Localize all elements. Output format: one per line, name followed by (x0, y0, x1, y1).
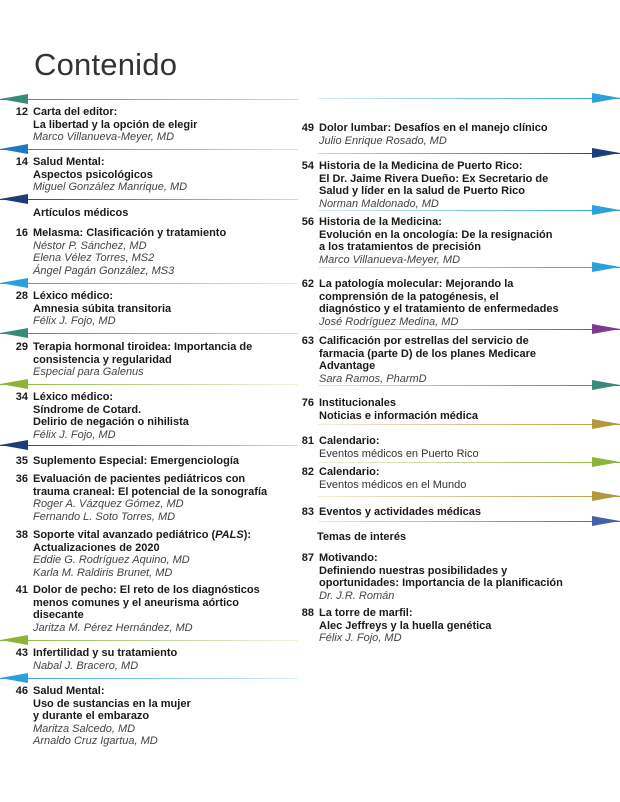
entry-title: Historia de la Medicina: (319, 216, 442, 228)
entry-subtitle: Definiendo nuestras posibilidades y (319, 564, 508, 577)
entry-author: Marco Villanueva-Meyer, MD (33, 131, 175, 143)
divider (0, 199, 298, 200)
page-number: 81 (301, 435, 314, 447)
entry-author: Elena Vélez Torres, MS2 (33, 252, 155, 264)
entry-title-emphasis: PALS (215, 529, 244, 541)
divider (318, 329, 620, 330)
entry-subtitle: Síndrome de Cotard. (33, 403, 142, 416)
entry-title: Dolor de pecho: El reto de los diagnósticos (33, 584, 260, 596)
entry-subtitle: consistencia y regularidad (33, 353, 172, 366)
divider (318, 424, 620, 425)
divider (0, 678, 298, 679)
entry-author: Roger A. Vázquez Gómez, MD (33, 498, 184, 510)
page-number: 28 (15, 290, 28, 302)
entry-title-part: ): (243, 529, 252, 541)
divider (318, 496, 620, 497)
page-number: 88 (301, 607, 314, 619)
entry-title: Léxico médico: (33, 391, 114, 403)
page-number: 46 (15, 685, 28, 697)
page-number: 14 (15, 156, 28, 168)
page-number: 38 (15, 529, 28, 541)
entry-subtitle: Delirio de negación o nihilista (33, 416, 189, 428)
entry-author: Dr. J.R. Román (319, 589, 395, 602)
entry-title: Melasma: Clasificación y tratamiento (33, 227, 227, 239)
entry-author: Maritza Salcedo, MD (33, 722, 136, 735)
entry-title: Institucionales (319, 397, 397, 409)
entry-author: Karla M. Raldiris Brunet, MD (33, 566, 173, 579)
entry-title-part: Soporte vital avanzado pediátrico ( (33, 529, 216, 541)
entry-subtitle: oportunidades: Importancia de la planificación (319, 577, 563, 589)
section-heading-articulos: Artículos médicos (33, 207, 129, 219)
entry-title: Léxico médico: (33, 290, 114, 302)
entry-author: Félix J. Fojo, MD (33, 428, 116, 441)
entry-subtitle: Amnesia súbita transitoria (33, 302, 172, 315)
entry-title: La torre de marfil: (319, 607, 413, 619)
entry-author: Félix J. Fojo, MD (319, 632, 402, 644)
entry-author: Miguel González Manrique, MD (33, 181, 188, 193)
entry-author: Félix J. Fojo, MD (33, 315, 116, 327)
entry-title: Historia de la Medicina de Puerto Rico: (319, 160, 523, 172)
entry-title: Calendario: (319, 466, 380, 478)
entry-author: Norman Maldonado, MD (319, 197, 439, 210)
page-number: 16 (15, 227, 28, 239)
divider (318, 210, 620, 211)
entry-author: Marco Villanueva-Meyer, MD (319, 253, 461, 266)
entry-author: Arnaldo Cruz Igartua, MD (33, 735, 158, 747)
entry-subtitle: Evolución en la oncología: De la resignación (319, 228, 553, 241)
entry-title (33, 529, 251, 542)
entry-title: Infertilidad y su tratamiento (33, 647, 178, 659)
page-number: 41 (15, 584, 28, 596)
page-number: 34 (15, 391, 28, 403)
entry-subtitle: y durante el embarazo (33, 710, 150, 722)
entry-title: Calificación por estrellas del servicio de (319, 335, 529, 347)
page-number: 54 (301, 160, 314, 172)
divider (0, 640, 298, 641)
divider (318, 521, 620, 522)
entry-author: José Rodríguez Medina, MD (319, 315, 459, 328)
entry-subtitle: disecante (33, 609, 84, 621)
page-number: 43 (15, 647, 28, 659)
page-number: 12 (15, 106, 28, 118)
entry-subtitle: diagnóstico y el tratamiento de enfermedades (319, 303, 559, 315)
page-number: 63 (301, 335, 314, 347)
page-number: 83 (301, 506, 314, 518)
entry-author: Especial para Galenus (33, 366, 144, 378)
entry-title: La patología molecular: Mejorando la (319, 278, 514, 290)
divider (0, 99, 298, 100)
page-number: 36 (15, 473, 28, 485)
entry-subtitle: farmacia (parte D) de los planes Medicare (319, 347, 537, 360)
entry-subtitle: Actualizaciones de 2020 (33, 541, 160, 554)
divider (0, 283, 298, 284)
divider (318, 98, 620, 99)
entry-title: Evaluación de pacientes pediátricos con (33, 473, 246, 485)
entry-subtitle: menos comunes y el aneurisma aórtico (33, 596, 240, 609)
entry-author: Fernando L. Soto Torres, MD (33, 510, 176, 523)
page-number: 76 (301, 397, 314, 409)
page-number: 29 (15, 341, 28, 353)
divider (0, 149, 298, 150)
entry-subtitle: a los tratamientos de precisión (319, 241, 481, 253)
entry-subtitle: Uso de sustancias en la mujer (33, 697, 191, 710)
entry-subtitle: Advantage (319, 360, 376, 372)
entry-author: Sara Ramos, PharmD (319, 372, 427, 385)
entry-author: Ángel Pagán González, MS3 (33, 264, 175, 277)
page-number: 35 (15, 455, 28, 467)
entry-author: Julio Enrique Rosado, MD (319, 134, 447, 147)
entry-title: Dolor lumbar: Desafíos en el manejo clínico (319, 122, 548, 134)
page-number: 49 (301, 122, 314, 134)
section-heading-temas: Temas de interés (317, 531, 407, 543)
entry-author: Jaritza M. Pérez Hernández, MD (33, 621, 193, 634)
entry-subtitle: La libertad y la opción de elegir (33, 118, 198, 131)
entry-subtitle: Eventos médicos en el Mundo (319, 478, 467, 491)
divider (0, 445, 298, 446)
page-number: 82 (301, 466, 314, 478)
entry-title: Calendario: (319, 435, 380, 447)
divider (0, 384, 298, 385)
entry-title: Terapia hormonal tiroidea: Importancia de (33, 341, 253, 353)
entry-subtitle: Alec Jeffreys y la huella genética (319, 619, 492, 632)
divider (318, 385, 620, 386)
page-number: 56 (301, 216, 314, 228)
entry-subtitle: Aspectos psicológicos (33, 168, 153, 181)
entry-subtitle: Eventos médicos en Puerto Rico (319, 447, 479, 460)
divider (0, 333, 298, 334)
entry-subtitle: El Dr. Jaime Rivera Dueño: Ex Secretario de (319, 172, 549, 185)
divider (318, 153, 620, 154)
entry-author: Néstor P. Sánchez, MD (33, 239, 147, 252)
entry-title: Salud Mental: (33, 685, 105, 697)
entry-subtitle: Noticias e información médica (319, 409, 478, 422)
entry-title: Eventos y actividades médicas (319, 506, 482, 518)
entry-author: Eddie G. Rodríguez Aquino, MD (33, 554, 190, 566)
entry-title: Carta del editor: (33, 106, 118, 118)
entry-title: Motivando: (319, 552, 378, 564)
divider (318, 462, 620, 463)
page-number: 62 (301, 278, 314, 290)
page-number: 87 (301, 552, 314, 564)
entry-subtitle: comprensión de la patogénesis, el (319, 290, 499, 303)
entry-subtitle: Salud y líder en la salud de Puerto Rico (319, 185, 525, 197)
entry-title: Suplemento Especial: Emergenciología (33, 455, 239, 467)
divider (318, 267, 620, 268)
entry-title: Salud Mental: (33, 156, 105, 168)
entry-subtitle: trauma craneal: El potencial de la sonografía (33, 485, 268, 498)
entry-author: Nabal J. Bracero, MD (33, 659, 139, 672)
page-title: Contenido (34, 47, 178, 82)
